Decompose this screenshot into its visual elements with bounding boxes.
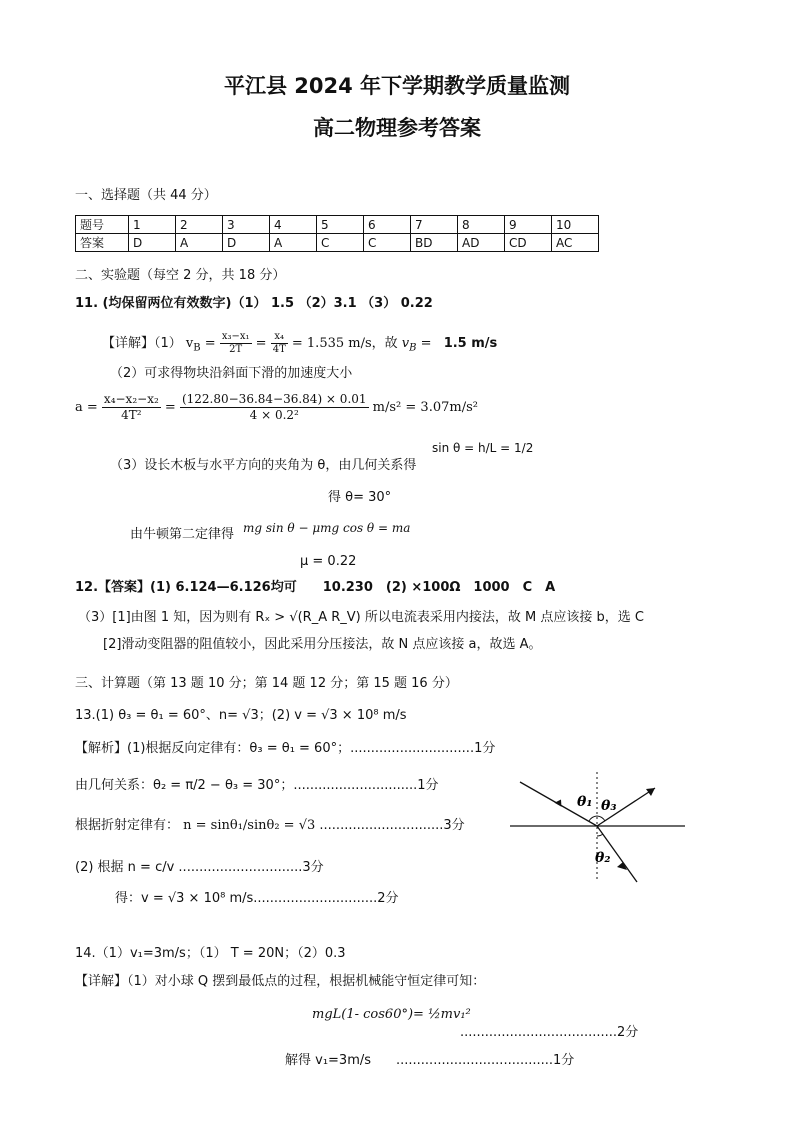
section2-heading: 二、实验题（每空 2 分，共 18 分） bbox=[75, 268, 286, 283]
question-number: 10 bbox=[552, 216, 599, 234]
vb-fraction-1: $\frac{\text{x₃−x₁}}{2T}$ bbox=[221, 331, 250, 355]
sin-theta-formula: sin θ = h/L = 1/2 bbox=[432, 441, 534, 455]
answer-cell: A bbox=[176, 234, 223, 252]
incident-arrow bbox=[555, 798, 565, 807]
q11-accel-equation: a = $\frac{\text{x₄−x₂−x₂}}{\text{4T²}}$ = $\frac{(122.80-36.84-36.84) \times 0.01}{\text{4 × 0.2²}}$ m/s² = 3.07m/s² bbox=[75, 392, 478, 422]
section1-heading: 一、选择题（共 44 分） bbox=[75, 188, 217, 203]
newton-law-text: 由牛顿第二定律得 bbox=[130, 527, 235, 542]
answer-cell: D bbox=[223, 234, 270, 252]
answer-table-answer-row bbox=[76, 234, 599, 252]
q13-analysis-5: 得：v = √3 × 10⁸ m/s..............................2分 bbox=[115, 891, 399, 906]
answer-row-label: 答案 bbox=[76, 234, 129, 252]
q11-step3: （3）设长木板与水平方向的夹角为 θ，由几何关系得 bbox=[110, 458, 417, 473]
newton-formula: mg sin θ − μmg cos θ = ma bbox=[243, 521, 411, 535]
question-number: 3 bbox=[223, 216, 270, 234]
q12-part3-line1: （3）[1]由图 1 知，因为则有 Rₓ > √(R_A R_V) 所以电流表采用内接法，故 M 点应该接 b，选 C bbox=[78, 610, 644, 625]
answer-cell: BD bbox=[411, 234, 458, 252]
q14-solve-score: ......................................1分 bbox=[396, 1053, 575, 1068]
question-number: 9 bbox=[505, 216, 552, 234]
q14-solve: 解得 v₁=3m/s bbox=[285, 1053, 372, 1068]
q13-analysis-1: 【解析】(1)根据反向定律有：θ₃ = θ₁ = 60°；..............................1分 bbox=[75, 741, 496, 756]
question-number: 2 bbox=[176, 216, 223, 234]
question-number: 1 bbox=[129, 216, 176, 234]
theta3-label: θ₃ bbox=[601, 798, 617, 814]
page-subtitle: 高二物理参考答案 bbox=[313, 116, 481, 140]
theta-result: 得 θ= 30° bbox=[328, 490, 392, 505]
vb-result: = 1.535 m/s，故 bbox=[291, 336, 398, 351]
q12-part3-line2: [2]滑动变阻器的阻值较小，因此采用分压接法，故 N 点应该接 a，故选 A。 bbox=[103, 637, 542, 652]
q14-formula-score: ......................................2分 bbox=[460, 1025, 639, 1040]
accel-fraction-1: $\frac{\text{x₄−x₂−x₂}}{\text{4T²}}$ bbox=[103, 392, 159, 422]
theta2-label: θ₂ bbox=[595, 850, 611, 866]
q11-answer: 11. (均保留两位有效数字)（1） 1.5 （2）3.1 （3） 0.22 bbox=[75, 296, 433, 311]
question-number: 6 bbox=[364, 216, 411, 234]
refraction-diagram bbox=[505, 770, 690, 890]
q11-step2: （2）可求得物块沿斜面下滑的加速度大小 bbox=[110, 366, 353, 381]
answer-cell: AC bbox=[552, 234, 599, 252]
page-title: 平江县 2024 年下学期教学质量监测 bbox=[223, 74, 571, 98]
answer-cell: AD bbox=[458, 234, 505, 252]
q13-answer: 13.(1) θ₃ = θ₁ = 60°、n= √3；(2) v = √3 × 10⁸ m/s bbox=[75, 708, 407, 723]
theta3-arc bbox=[597, 816, 605, 821]
q13-analysis-2: 由几何关系：θ₂ = π/2 − θ₃ = 30°；..............................1分 bbox=[75, 778, 439, 793]
accel-result: m/s² = 3.07m/s² bbox=[372, 400, 478, 415]
q14-energy-formula: mgL(1- cos60°)= ½mv₁² bbox=[312, 1007, 471, 1022]
answer-table-question-row bbox=[76, 216, 599, 234]
question-number: 7 bbox=[411, 216, 458, 234]
vb-symbol: $v_B$ bbox=[185, 336, 201, 354]
section3-heading: 三、计算题（第 13 题 10 分；第 14 题 12 分；第 15 题 16 分） bbox=[75, 676, 458, 691]
answer-cell: CD bbox=[505, 234, 552, 252]
theta1-arc bbox=[589, 816, 597, 821]
vb-fraction-2: $\frac{\text{x₄}}{4T}$ bbox=[272, 331, 286, 355]
q13-analysis-4: (2) 根据 n = c/v ..............................3分 bbox=[75, 860, 324, 875]
answer-cell: C bbox=[364, 234, 411, 252]
answer-cell: A bbox=[270, 234, 317, 252]
q14-detail: 【详解】（1）对小球 Q 摆到最低点的过程，根据机械能守恒定律可知： bbox=[75, 974, 486, 989]
q13-analysis-3: 根据折射定律有： n = sinθ₁/sinθ₂ = √3 ..............................3分 bbox=[75, 818, 465, 833]
question-number: 5 bbox=[317, 216, 364, 234]
mu-result: μ = 0.22 bbox=[300, 554, 357, 569]
vb-final: 1.5 m/s bbox=[443, 336, 498, 351]
q14-answer: 14.（1）v₁=3m/s；（1） T = 20N；（2）0.3 bbox=[75, 946, 346, 961]
accel-fraction-2: $\frac{(122.80-36.84-36.84) \times 0.01}{\text{4 × 0.2²}}$ bbox=[181, 392, 367, 422]
answer-cell: D bbox=[129, 234, 176, 252]
refraction-formula: n = sinθ₁/sinθ₂ = √3 bbox=[183, 818, 316, 833]
theta1-label: θ₁ bbox=[577, 794, 593, 810]
q11-vb-equation: 【详解】（1） $v_B$ = $\frac{\text{x₃−x₁}}{2T}$ = $\frac{\text{x₄}}{4T}$ = 1.535 m/s，故 $v_B = 1.5$ m/s bbox=[102, 331, 498, 355]
question-number: 8 bbox=[458, 216, 505, 234]
answer-cell: C bbox=[317, 234, 364, 252]
theta2-arc bbox=[597, 834, 603, 836]
q11-detail-label: 【详解】（1） bbox=[102, 336, 182, 351]
question-number: 4 bbox=[270, 216, 317, 234]
answer-table bbox=[75, 215, 599, 252]
reflected-arrow bbox=[646, 788, 655, 796]
question-row-label: 题号 bbox=[76, 216, 129, 234]
q12-answer: 12.【答案】(1) 6.124—6.126均可 10.230 (2) ×100Ω 1000 C A bbox=[75, 580, 556, 595]
